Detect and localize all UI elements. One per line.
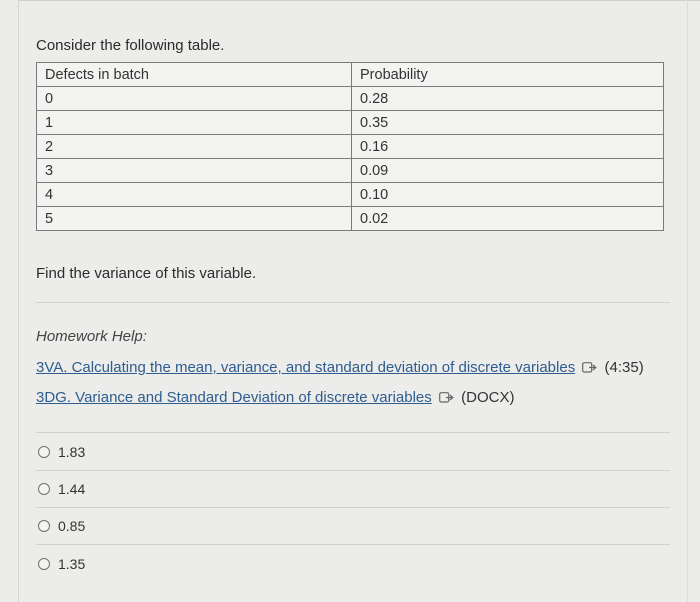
option-label: 1.44 [58,481,86,497]
probability-table [36,62,664,231]
table-row [37,183,664,207]
cell-probability: 0.10 [352,183,664,207]
cell-probability: 0.09 [352,159,664,183]
cell-probability: 0.02 [352,207,664,231]
option-label: 0.85 [58,518,86,534]
divider [36,507,670,508]
external-link-icon[interactable] [582,362,597,373]
table-header-row [37,63,664,87]
divider [36,544,670,545]
cell-probability: 0.16 [352,135,664,159]
table-row [37,111,664,135]
cell-defects: 0 [37,87,352,111]
radio-button[interactable] [38,558,50,570]
answer-option[interactable] [38,444,85,460]
divider [36,470,670,471]
intro-text: Consider the following table. [36,37,225,54]
divider [36,432,670,433]
answer-option[interactable] [38,556,85,572]
answer-option[interactable] [38,481,85,497]
header-defects: Defects in batch [37,63,352,87]
help-link-row [36,359,644,376]
table-row [37,135,664,159]
answer-option[interactable] [38,518,85,534]
panel-right-border [687,0,688,602]
help-link-video[interactable]: 3VA. Calculating the mean, variance, and standard deviation of discrete variables [36,359,576,376]
header-probability: Probability [352,63,664,87]
panel-top-border [18,0,700,5]
help-link-document[interactable]: 3DG. Variance and Standard Deviation of discrete variables [36,389,432,406]
homework-help-title: Homework Help: [36,328,147,345]
table-row [37,159,664,183]
option-label: 1.83 [58,444,86,460]
cell-defects: 1 [37,111,352,135]
table-row [37,87,664,111]
cell-defects: 2 [37,135,352,159]
cell-probability: 0.28 [352,87,664,111]
table-row [37,207,664,231]
divider [36,302,670,303]
radio-button[interactable] [38,483,50,495]
cell-probability: 0.35 [352,111,664,135]
cell-defects: 4 [37,183,352,207]
help-link-duration: (4:35) [604,359,644,376]
panel-left-border [18,0,19,602]
option-label: 1.35 [58,556,86,572]
radio-button[interactable] [38,446,50,458]
radio-button[interactable] [38,520,50,532]
external-link-icon[interactable] [439,392,454,403]
help-link-row [36,389,514,406]
question-text: Find the variance of this variable. [36,265,257,282]
help-link-format: (DOCX) [461,389,515,406]
cell-defects: 3 [37,159,352,183]
cell-defects: 5 [37,207,352,231]
